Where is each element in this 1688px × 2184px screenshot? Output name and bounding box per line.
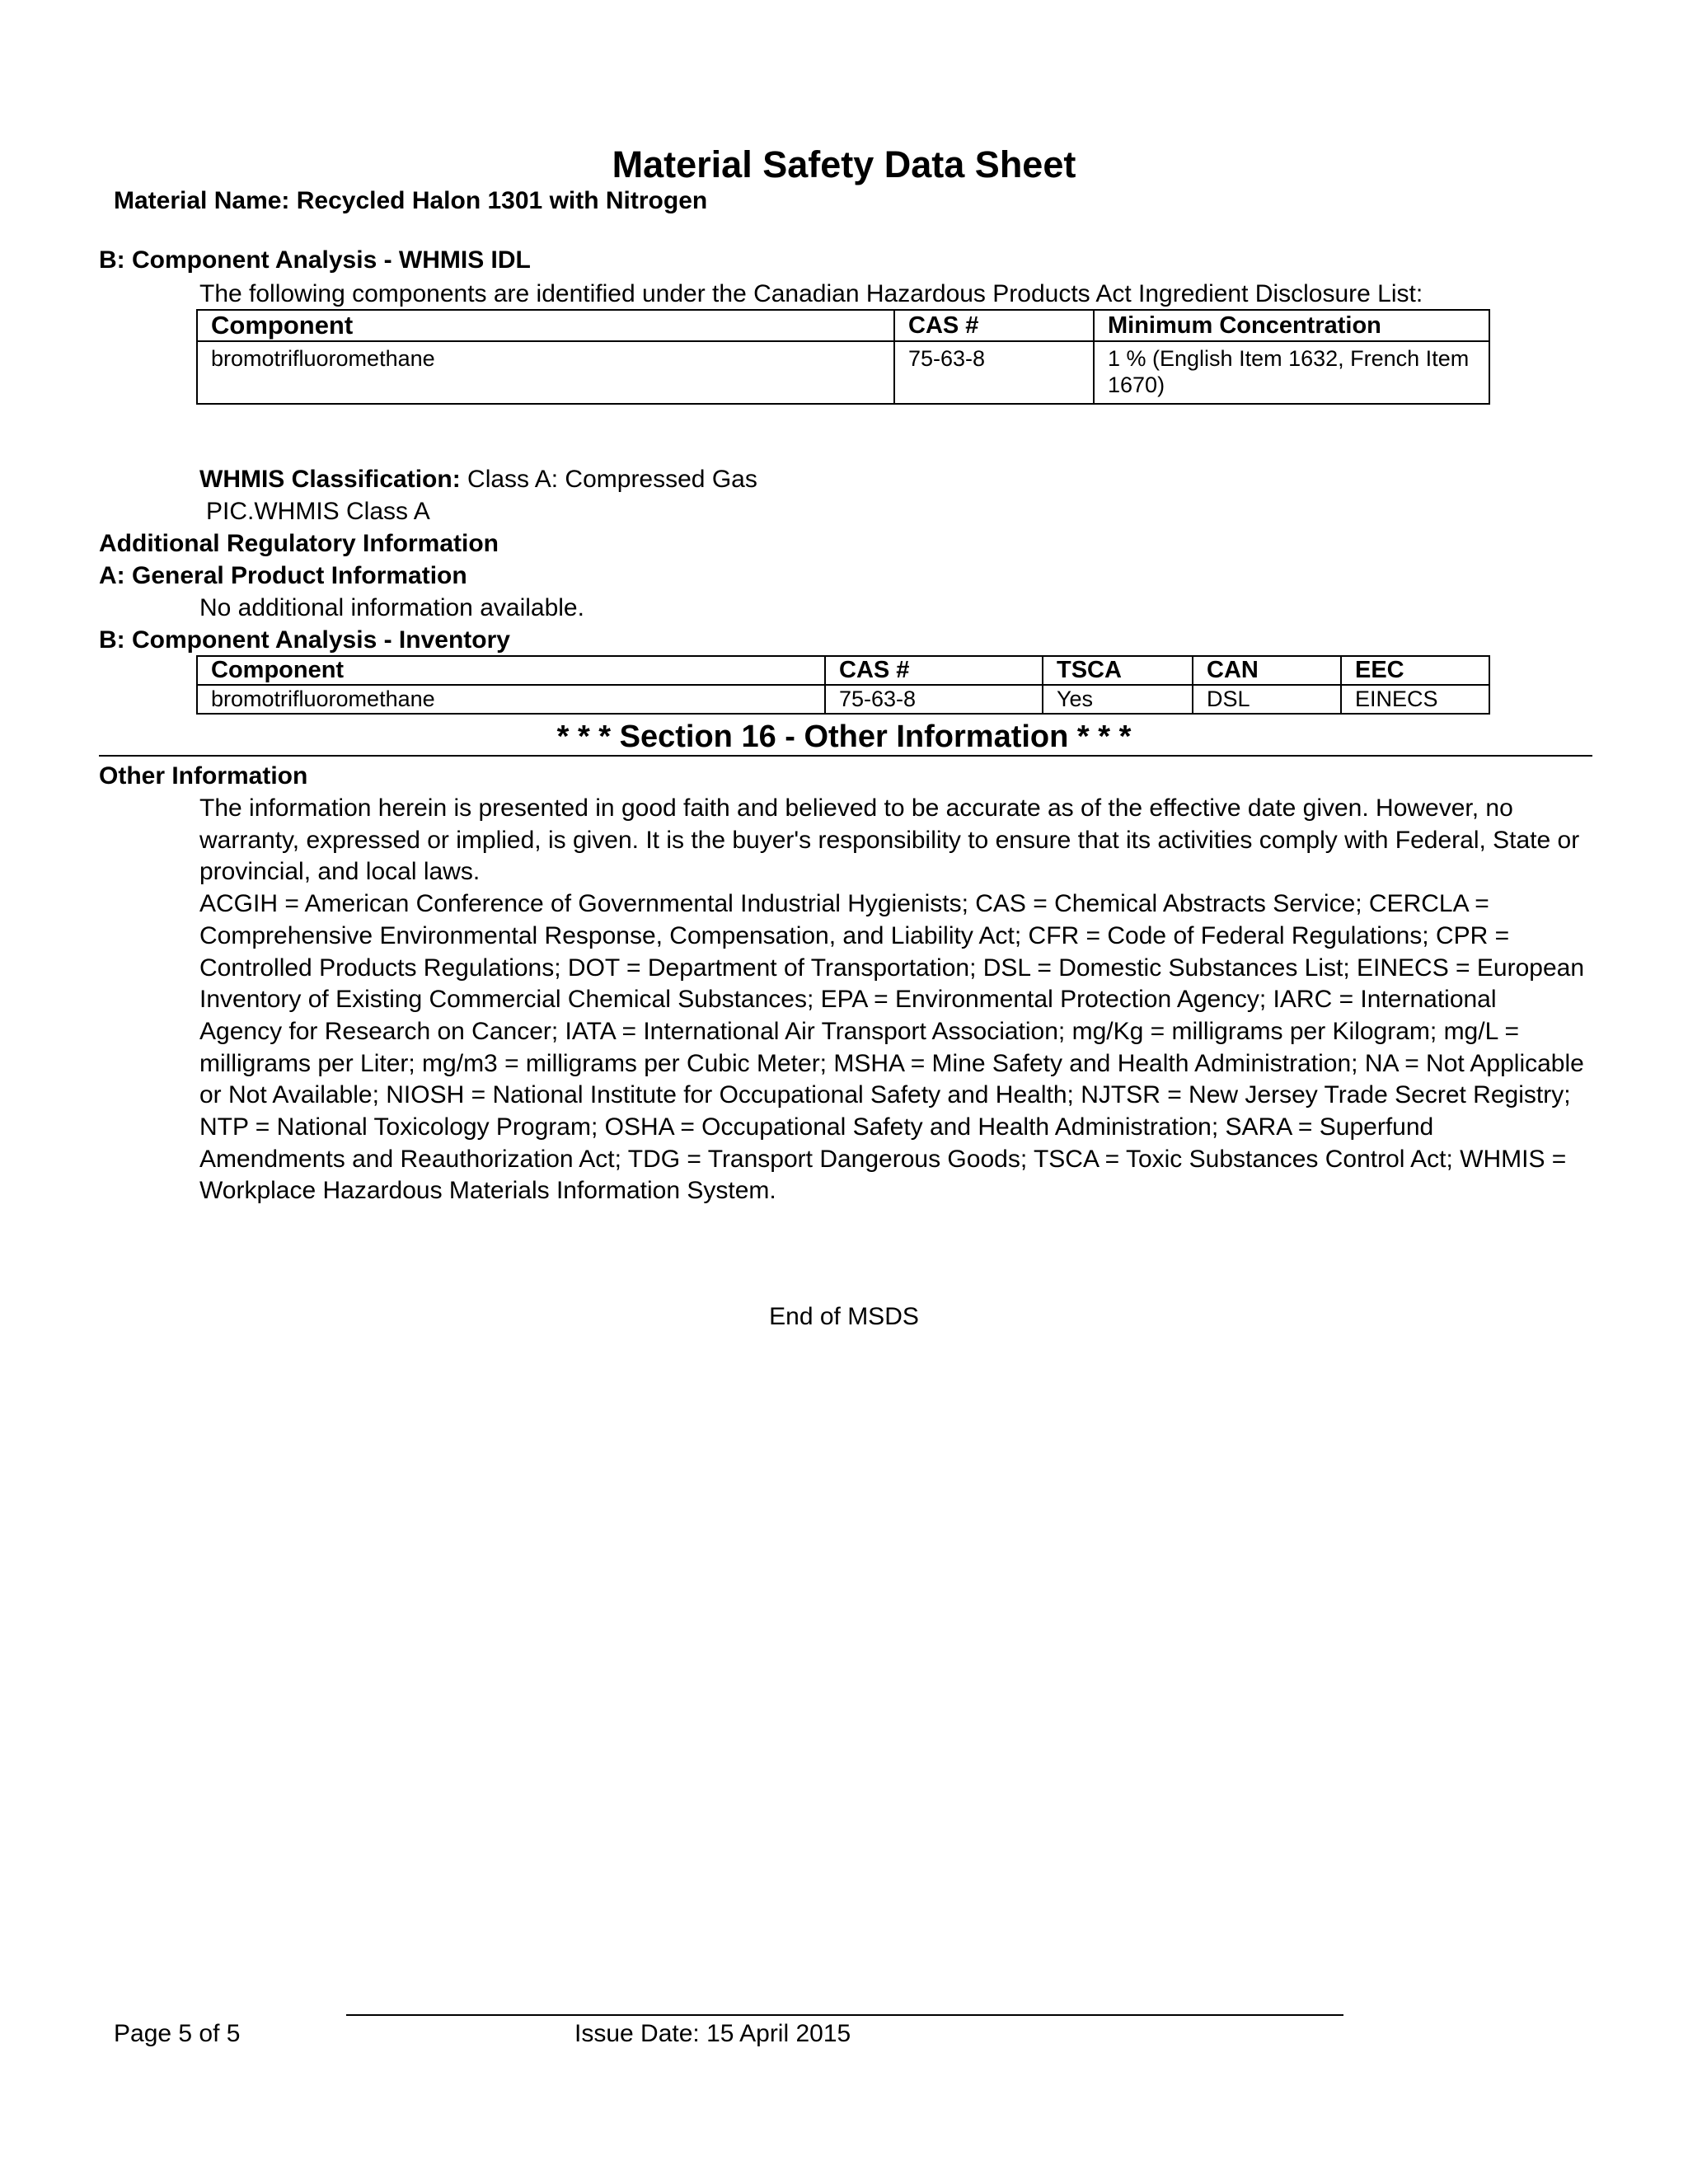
column-header: Minimum Concentration bbox=[1094, 310, 1489, 341]
table-header-row bbox=[197, 310, 1489, 341]
table-header-row bbox=[197, 656, 1489, 685]
table-cell: EINECS bbox=[1341, 685, 1489, 714]
inventory-table bbox=[196, 655, 1490, 715]
whmis-idl-table bbox=[196, 309, 1490, 405]
whmis-classification bbox=[199, 465, 757, 494]
table-cell: 75-63-8 bbox=[825, 685, 1043, 714]
table-row bbox=[197, 341, 1489, 404]
issue-date: Issue Date: 15 April 2015 bbox=[574, 2020, 851, 2047]
table-cell: Yes bbox=[1043, 685, 1193, 714]
whmis-classification-label: WHMIS Classification: bbox=[199, 466, 461, 493]
column-header: Component bbox=[197, 310, 894, 341]
table-row bbox=[197, 685, 1489, 714]
column-header: EEC bbox=[1341, 656, 1489, 685]
table-cell: 75-63-8 bbox=[894, 341, 1094, 404]
whmis-classification-value: Class A: Compressed Gas bbox=[467, 466, 757, 493]
footer-divider bbox=[346, 2014, 1343, 2016]
table-cell: bromotrifluoromethane bbox=[197, 341, 894, 404]
general-product-text: No additional information available. bbox=[199, 594, 584, 621]
whmis-idl-heading: B: Component Analysis - WHMIS IDL bbox=[99, 246, 531, 274]
document-title: Material Safety Data Sheet bbox=[612, 143, 1076, 185]
general-product-heading: A: General Product Information bbox=[99, 562, 467, 589]
section-16-heading: * * * Section 16 - Other Information * * * bbox=[556, 719, 1132, 754]
section-divider bbox=[99, 755, 1592, 757]
whmis-idl-intro: The following components are identified under the Canadian Hazardous Products Act Ingredient Disclosure List: bbox=[199, 280, 1423, 307]
table-cell: 1 % (English Item 1632, French Item 1670) bbox=[1094, 341, 1489, 404]
table-cell: bromotrifluoromethane bbox=[197, 685, 825, 714]
end-of-msds: End of MSDS bbox=[769, 1303, 919, 1330]
material-name: Material Name: Recycled Halon 1301 with Nitrogen bbox=[114, 187, 708, 214]
table-cell: DSL bbox=[1193, 685, 1341, 714]
column-header: CAN bbox=[1193, 656, 1341, 685]
page-number: Page 5 of 5 bbox=[114, 2020, 241, 2047]
column-header: TSCA bbox=[1043, 656, 1193, 685]
additional-regulatory-heading: Additional Regulatory Information bbox=[99, 530, 499, 557]
column-header: Component bbox=[197, 656, 825, 685]
other-information-body bbox=[199, 793, 1584, 1207]
other-information-heading: Other Information bbox=[99, 762, 308, 790]
inventory-heading: B: Component Analysis - Inventory bbox=[99, 626, 510, 654]
column-header: CAS # bbox=[894, 310, 1094, 341]
whmis-pic: PIC.WHMIS Class A bbox=[206, 498, 430, 525]
disclaimer-paragraph: The information herein is presented in good faith and believed to be accurate as of the effective date given. However, no warranty, expressed or implied, is given. It is the buyer's responsibility to ensure that its activities comply with Federal, State or provincial, and local laws. bbox=[199, 794, 1580, 886]
column-header: CAS # bbox=[825, 656, 1043, 685]
abbreviations-paragraph: ACGIH = American Conference of Governmental Industrial Hygienists; CAS = Chemical Abstracts Service; CERCLA = Comprehensive Environmental Response, Compensation, and Liability Act; CFR = Code of Federal Regulations; CPR = Controlled Products Regulations; DOT = Department of Transportation; DSL = Domestic Substances List; EINECS = European Inventory of Existing Commercial Chemical Substances; EPA = Environmental Protection Agency; IARC = International Agency for Research on Cancer; IATA = International Air Transport Association; mg/Kg = milligrams per Kilogram; mg/L = milligrams per Liter; mg/m3 = milligrams per Cubic Meter; MSHA = Mine Safety and Health Administration; NA = Not Applicable or Not Available; NIOSH = National Institute for Occupational Safety and Health; NJTSR = New Jersey Trade Secret Registry; NTP = National Toxicology Program; OSHA = Occupational Safety and Health Administration; SARA = Superfund Amendments and Reauthorization Act; TDG = Transport Dangerous Goods; TSCA = Toxic Substances Control Act; WHMIS = Workplace Hazardous Materials Information System. bbox=[199, 890, 1584, 1205]
